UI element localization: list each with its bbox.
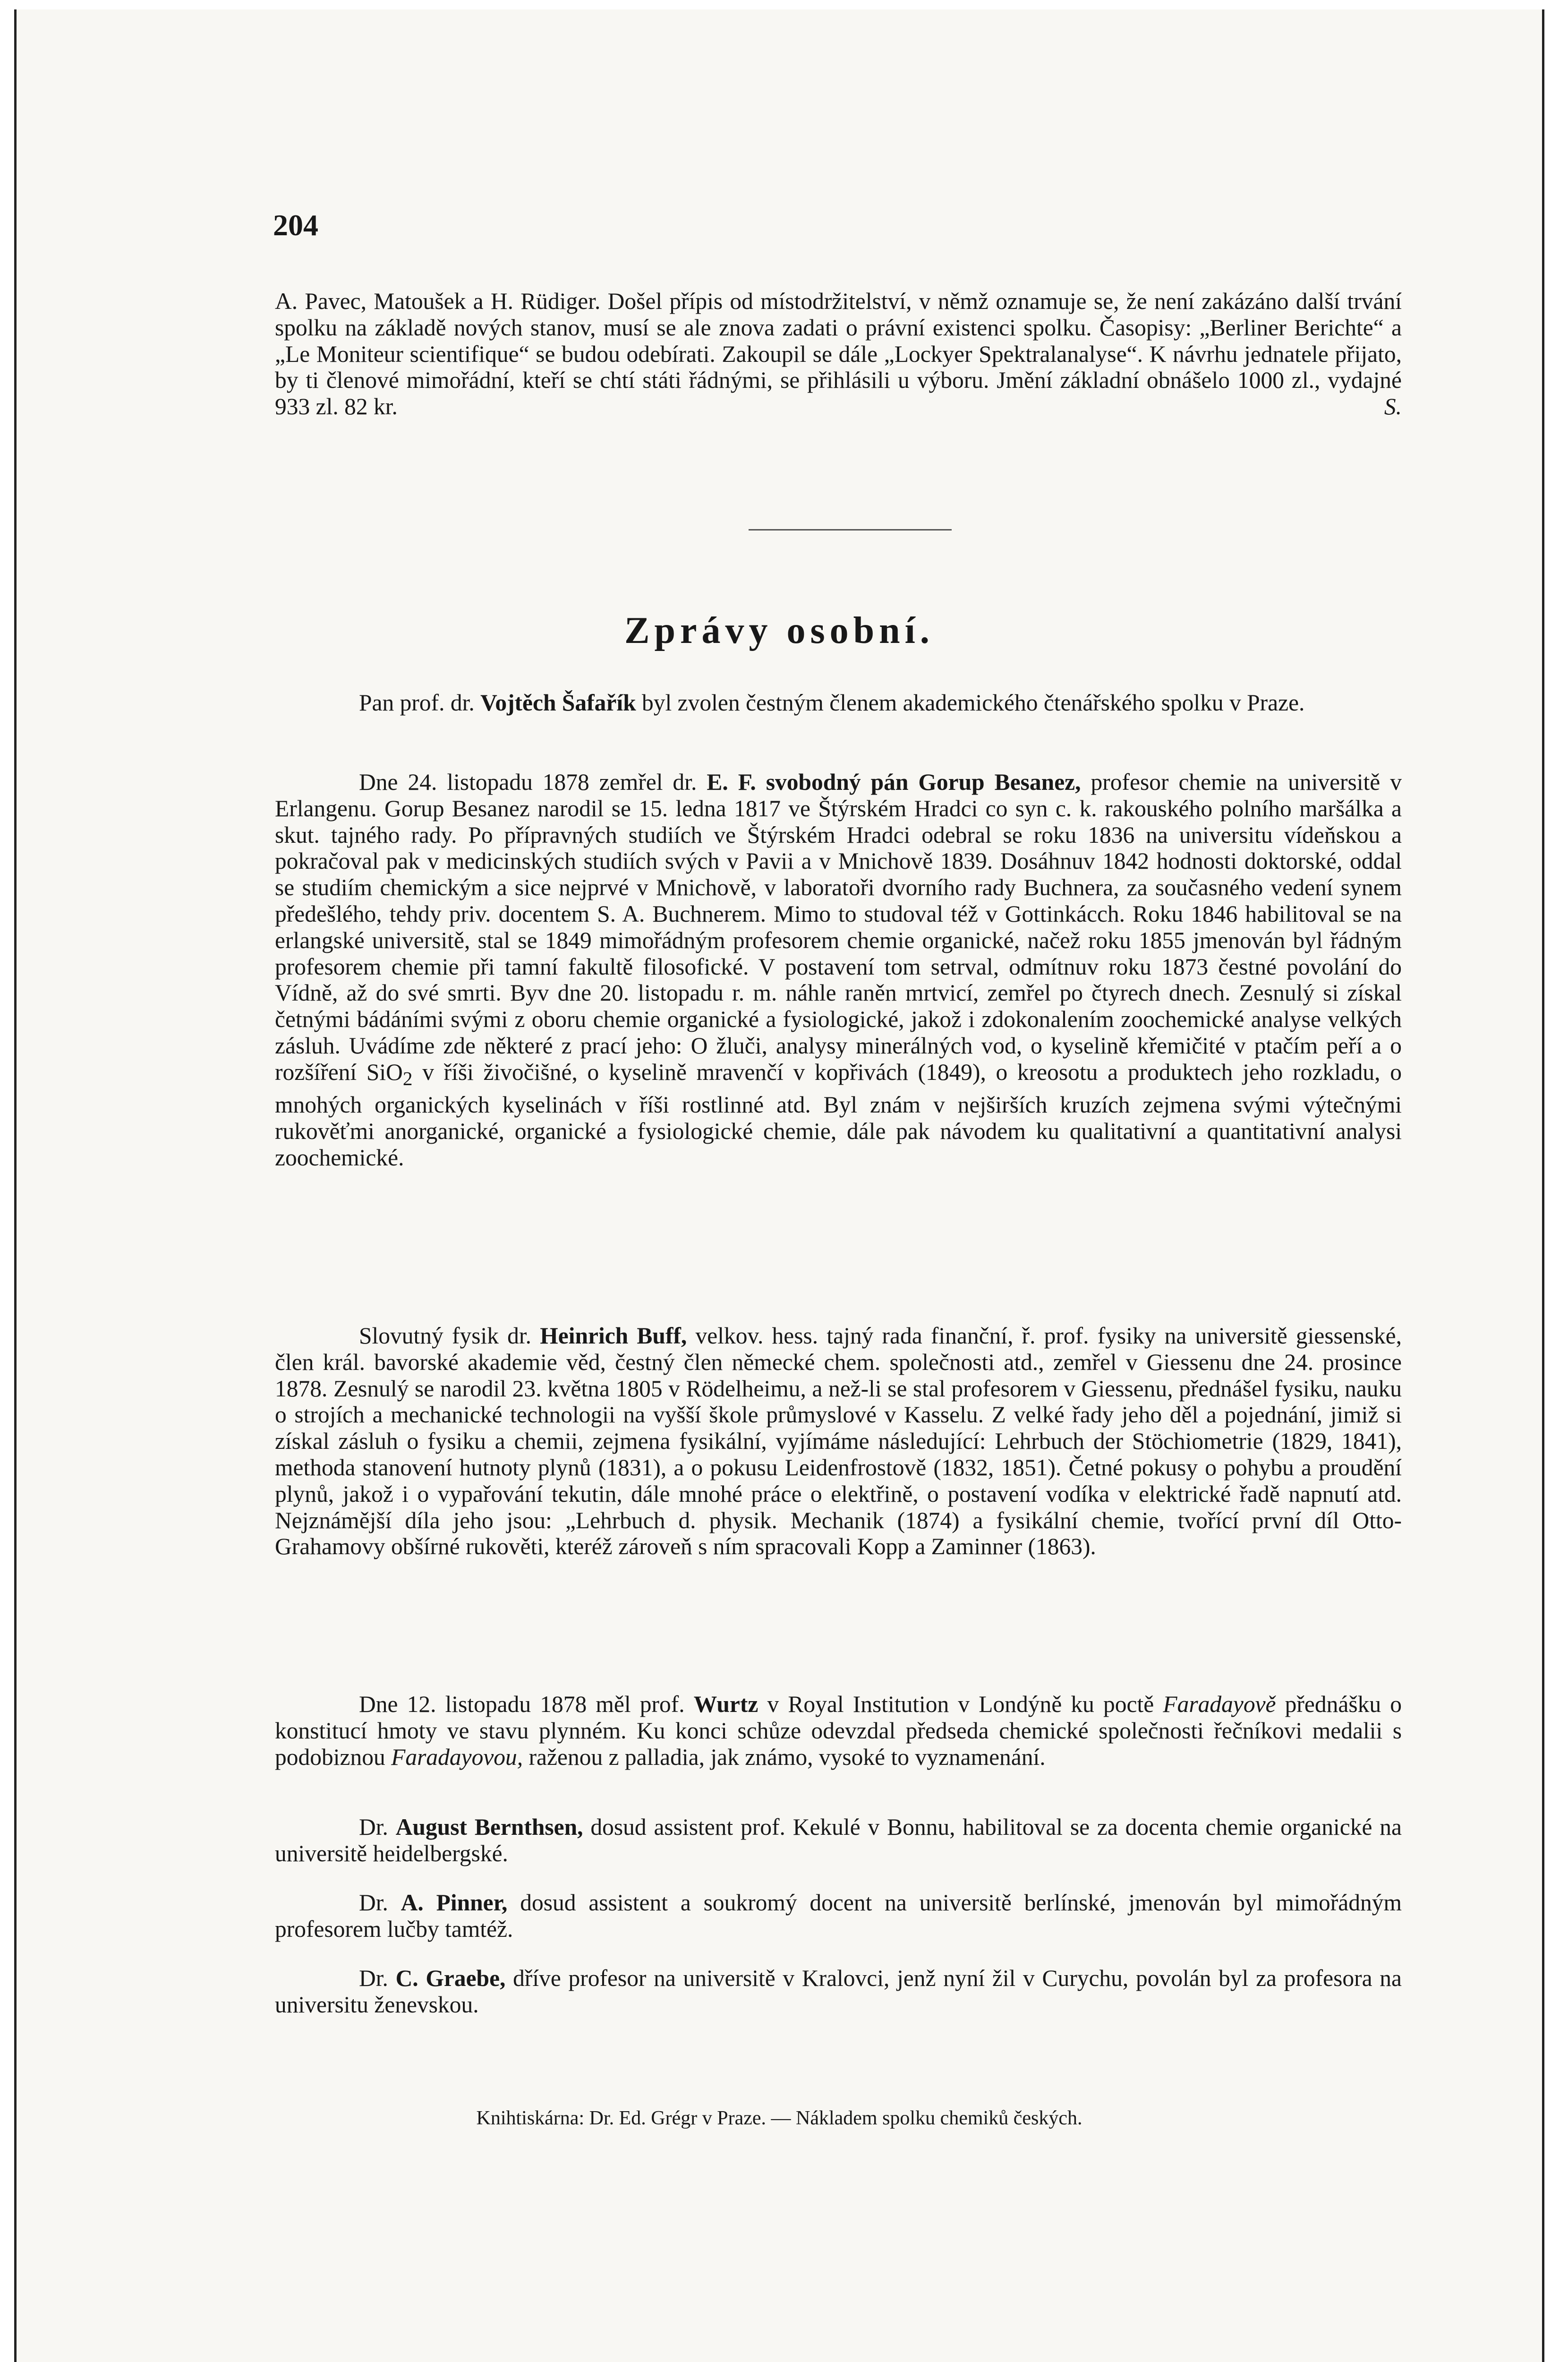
- paragraph-pinner: [275, 1890, 1402, 1943]
- person-name: August Bernthsen,: [395, 1814, 583, 1840]
- paragraph-buff: [275, 1323, 1402, 1560]
- italic-term: Faradayově: [1163, 1691, 1276, 1717]
- paragraph-text: velkov. hess. tajný rada finanční, ř. prof. fysiky na universitě giessenské, člen král. bavorské akademie věd, čestný člen německé chem. společnosti atd., zemřel v Giessenu dne 24. prosince 1878. Zesnulý se narodil 23. května 1805 v Rödelheimu, a než-li se stal profesorem v Giessenu, přednášel fysiku, nauku o strojích a mechanické technologii na vyšší škole průmyslové v Kasselu. Z velké řady jeho děl a pojednání, jimiž si získal zásluh o fysiku a chemii, zejmena fysikální, vyjímáme následující: Lehrbuch der Stöchiometrie (1829, 1841), methoda stanovení hutnoty plynů (1831), a o pokusu Leidenfrostově (1832, 1851). Četné pokusy o pohybu a proudění plynů, jakož i o vypařování tekutin, dále mnohé práce o elektřině, o postavení vodíka v elektrické řadě napnutí atd. Nejznámější díla jeho jsou: „Lehrbuch d. physik. Mechanik (1874) a fysikální chemie, tvořící první díl Otto-Grahamovy obšírné rukověti, kteréž zároveň s ním spracovali Kopp a Zaminner (1863).: [275, 1323, 1402, 1560]
- paragraph-text: dosud assistent prof. Kekulé v Bonnu, habilitoval se za docenta chemie organické na universitě heidelbergské.: [275, 1814, 1402, 1866]
- paragraph-text: Dr.: [359, 1890, 388, 1916]
- subscript: 2: [402, 1067, 413, 1089]
- person-name: E. F. svobodný pán Gorup Besanez,: [707, 769, 1081, 795]
- person-name: A. Pinner,: [401, 1890, 508, 1916]
- paragraph-text: Slovutný fysik dr.: [359, 1323, 532, 1349]
- paragraph-text: Dr.: [359, 1965, 388, 1991]
- page: [14, 9, 1544, 2362]
- person-name: C. Graebe,: [395, 1965, 506, 1991]
- paragraph-text: Dne 12. listopadu 1878 měl prof.: [359, 1691, 685, 1717]
- page-number: 204: [273, 208, 318, 242]
- paragraph-safarik: [275, 690, 1402, 716]
- italic-term: Faradayovou,: [391, 1744, 523, 1770]
- person-name: Heinrich Buff,: [540, 1323, 687, 1349]
- intro-paragraph: [275, 288, 1402, 420]
- paragraph-text: Pan prof. dr.: [359, 690, 475, 716]
- paragraph-text: Dne 24. listopadu 1878 zemřel dr.: [359, 769, 697, 795]
- section-heading: Zprávy osobní.: [624, 610, 934, 651]
- paragraph-text: Dr.: [359, 1814, 388, 1840]
- intro-text: A. Pavec, Matoušek a H. Rüdiger. Došel přípis od místodržitelství, v němž oznamuje se, že není zakázáno další trvání spolku na základě nových stanov, musí se ale znova zadati o právní existenci spolku. Časopisy: „Berliner Berichte“ a „Le Moniteur scientifique“ se budou odebírati. Zakoupil se dále „Lockyer Spektralanalyse“. K návrhu jednatele přijato, by ti členové mimořádní, kteří se chtí státi řádnými, se přihlásili u výboru. Jmění základní obnášelo 1000 zl., vydajné 933 zl. 82 kr.: [275, 288, 1402, 420]
- paragraph-text: v Royal Institution v Londýně ku poctě: [767, 1691, 1154, 1717]
- paragraph-gorup: [275, 769, 1402, 1171]
- paragraph-text: v říši živočišné, o kyselině mravenčí v kopřivách (1849), o kreosotu a produktech jeho rozkladu, o mnohých organických kyselinách v říši rostlinné atd. Byl znám v nejširších kruzích zejmena svými výtečnými rukověťmi anorganické, organické a fysiologické chemie, dále pak návodem ku qualitativní a quantitativní analysi zoochemické.: [275, 1059, 1402, 1171]
- paragraph-text: přednášku o konstitucí hmoty ve stavu plynném. Ku konci schůze odevzdal předseda chemické společnosti řečníkovi medalii s podobiznou: [275, 1691, 1402, 1770]
- paragraph-text: dříve profesor na universitě v Kralovci, jenž nyní žil v Curychu, povolán byl za profesora na universitu ženevskou.: [275, 1965, 1402, 2018]
- paragraph-graebe: [275, 1965, 1402, 2018]
- paragraph-text: profesor chemie na universitě v Erlangenu. Gorup Besanez narodil se 15. ledna 1817 ve Štýrském Hradci co syn c. k. rakouského polního maršálka a skut. tajného rady. Po přípravných studiích ve Štýrském Hradci odebral se roku 1836 na universitu vídeňskou a pokračoval pak v medicinských studiích svých v Pavii a v Mnichově 1839. Dosáhnuv 1842 hodnosti doktorské, oddal se studiím chemickým a sice nejprvé v Mnichově, v laboratoři dvorního rady Buchnera, za současného vedení synem předešlého, tehdy priv. docentem S. A. Buchnerem. Mimo to studoval též v Gottinkácch. Roku 1846 habilitoval se na erlangské universitě, stal se 1849 mimořádným profesorem chemie organické, načež roku 1855 jmenován byl řádným profesorem chemie při tamní fakultě filosofické. V postavení tom setrval, odmítnuv roku 1873 čestné povolání do Vídně, až do své smrti. Byv dne 20. listopadu r. m. náhle raněn mrtvicí, zemřel po čtyrech dnech. Zesnulý si získal četnými bádáními svými z oboru chemie organické a fysiologické, jakož i zdokonalením zoochemické analyse velkých zásluh. Uvádíme zde některé z prací jeho: O žluči, analysy minerálných vod, o kyselině křemičité v ptačím peří a o rozšíření SiO: [275, 769, 1402, 1085]
- page-right-edge: [1542, 9, 1544, 2362]
- printer-footer: Knihtiskárna: Dr. Ed. Grégr v Praze. — Nákladem spolku chemiků českých.: [476, 2107, 1082, 2129]
- paragraph-bernthsen: [275, 1814, 1402, 1867]
- paragraph-wurtz: [275, 1691, 1402, 1770]
- person-name: Wurtz: [693, 1691, 758, 1717]
- person-name: Vojtěch Šafařík: [480, 690, 636, 716]
- section-divider: [749, 529, 952, 531]
- paragraph-text: raženou z palladia, jak známo, vysoké to vyznamenání.: [528, 1744, 1046, 1770]
- intro-signature: S.: [1384, 394, 1402, 420]
- paragraph-text: dosud assistent a soukromý docent na universitě berlínské, jmenován byl mimořádným profesorem lučby tamtéž.: [275, 1890, 1402, 1942]
- paragraph-text: byl zvolen čestným členem akademického čtenářského spolku v Praze.: [642, 690, 1305, 716]
- page-left-edge: [14, 9, 17, 2362]
